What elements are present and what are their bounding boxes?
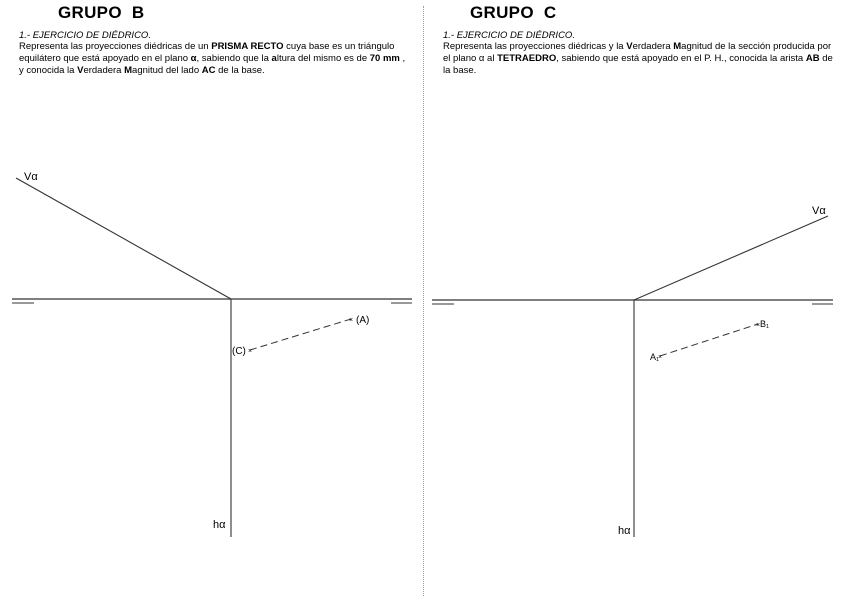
group-b-exercise-heading: 1.- EJERCICIO DE DIÉDRICO.: [19, 30, 151, 41]
point-a-label: (A): [356, 315, 370, 326]
h-trace-label: hα: [618, 525, 631, 537]
v-trace-line: [634, 216, 828, 300]
point-c-label: (C): [232, 346, 246, 357]
h-trace-label: hα: [213, 519, 226, 531]
group-c-panel: [424, 0, 848, 600]
group-c-exercise-text: Representa las proyecciones diédricas y la Verdadera Magnitud de la sección producida por el plano α al TETRAEDRO, sabiendo que está apoyado en el P. H., conocida la arista AB de la base.: [443, 41, 833, 77]
point-b-mark: ×: [755, 322, 761, 329]
segment-ac: [250, 317, 354, 350]
group-c-exercise-heading: 1.- EJERCICIO DE DIÉDRICO.: [443, 30, 575, 41]
point-b-label: B₁: [760, 319, 770, 329]
group-b-exercise-text: Representa las proyecciones diédricas de un PRISMA RECTO cuya base es un triángulo equilátero que está apoyado en el plano α, sabiendo que la altura del mismo es de 70 mm , y conocida la Verdadera Magnitud del lado AC de la base.: [19, 41, 406, 77]
point-a-label: A₁: [650, 352, 660, 362]
v-trace-label: Vα: [24, 171, 38, 183]
group-b-title: GRUPO B: [58, 3, 145, 22]
v-trace-label: Vα: [812, 205, 826, 217]
group-c-title: GRUPO C: [470, 3, 557, 22]
v-trace-line: [16, 178, 231, 299]
point-a-mark: ×: [657, 354, 663, 361]
segment-ab: [660, 322, 761, 356]
point-a-mark: ×: [348, 317, 354, 324]
point-c-mark: ×: [247, 348, 253, 355]
group-c-drawing: [424, 0, 848, 600]
